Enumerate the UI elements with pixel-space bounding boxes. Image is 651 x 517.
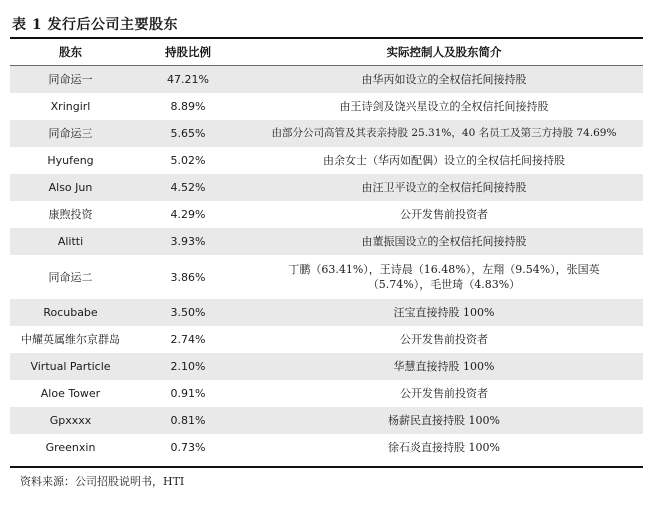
holder-name: 同命运一 — [10, 66, 131, 94]
controller-desc: 由董振国设立的全权信托间接持股 — [245, 228, 643, 255]
controller-desc: 徐石炎直接持股 100% — [388, 441, 500, 454]
col-header-holder: 股东 — [10, 39, 131, 66]
table-row — [10, 66, 643, 94]
holder-name: 同命运二 — [48, 270, 93, 284]
controller-desc: 由部分公司高管及其表亲持股 25.31%，40 名员工及第三方持股 74.69% — [245, 120, 643, 147]
holding-ratio: 2.74% — [170, 333, 206, 346]
holder-name: 同命运三 — [10, 120, 131, 147]
table-row — [10, 407, 643, 434]
holding-ratio: 5.65% — [131, 120, 245, 147]
col-header-controller: 实际控制人及股东简介 — [245, 39, 643, 66]
controller-desc: 公开发售前投资者 — [400, 208, 488, 221]
table-row — [10, 93, 643, 120]
controller-desc: 由余女士（华丙如配偶）设立的全权信托间接持股 — [323, 154, 565, 167]
holder-name: Hyufeng — [47, 154, 94, 167]
controller-desc-line-1: 丁鹏（63.41%），王诗晨（16.48%），左翔（9.54%），张国英 — [288, 263, 600, 276]
holder-name: Greenxin — [45, 441, 96, 454]
table-row — [10, 228, 643, 255]
controller-desc: 汪宝直接持股 100% — [245, 299, 643, 326]
table-row — [10, 255, 643, 299]
holder-name: Virtual Particle — [10, 353, 131, 380]
holding-ratio: 8.89% — [170, 100, 206, 113]
holder-name: Also Jun — [10, 174, 131, 201]
controller-desc: 杨薪民直接持股 100% — [245, 407, 643, 434]
table-title: 表 1 发行后公司主要股东 — [12, 17, 178, 33]
controller-desc: 由汪卫平设立的全权信托间接持股 — [245, 174, 643, 201]
holding-ratio: 3.86% — [170, 270, 206, 284]
holding-ratio: 0.91% — [170, 387, 206, 400]
table-row — [10, 147, 643, 174]
controller-desc: 公开发售前投资者 — [400, 333, 488, 346]
holding-ratio: 4.29% — [170, 208, 206, 221]
table-row — [10, 380, 643, 407]
source-note: 资料来源：公司招股说明书，HTI — [20, 475, 185, 488]
controller-desc-line-2: （5.74%），毛世琦（4.83%） — [367, 278, 521, 291]
holder-name: Alitti — [10, 228, 131, 255]
controller-desc — [245, 255, 643, 299]
table-row — [10, 174, 643, 201]
col-header-ratio: 持股比例 — [131, 39, 245, 66]
controller-desc: 由华丙如设立的全权信托间接持股 — [245, 66, 643, 94]
table-row — [10, 326, 643, 353]
table-row — [10, 353, 643, 380]
holder-name: Rocubabe — [10, 299, 131, 326]
controller-desc: 公开发售前投资者 — [400, 387, 488, 400]
holder-name: Xringirl — [50, 100, 91, 113]
holder-name: 中耀英属维尔京群岛 — [21, 333, 120, 346]
holding-ratio: 5.02% — [170, 154, 206, 167]
holder-name: Aloe Tower — [40, 387, 101, 400]
table-row — [10, 299, 643, 326]
header-row — [10, 39, 643, 66]
holding-ratio: 0.73% — [170, 441, 206, 454]
bottom-rule — [10, 466, 643, 468]
table-row — [10, 201, 643, 228]
holding-ratio: 47.21% — [131, 66, 245, 94]
controller-desc: 由王诗剑及饶兴星设立的全权信托间接持股 — [339, 100, 549, 113]
holding-ratio: 2.10% — [131, 353, 245, 380]
table-row — [10, 120, 643, 147]
holder-name: 康煦投资 — [48, 208, 93, 221]
holding-ratio: 0.81% — [131, 407, 245, 434]
holder-name: Gpxxxx — [10, 407, 131, 434]
controller-desc: 华慧直接持股 100% — [245, 353, 643, 380]
shareholder-table — [10, 39, 643, 461]
holding-ratio: 3.50% — [131, 299, 245, 326]
holding-ratio: 4.52% — [131, 174, 245, 201]
table-row — [10, 434, 643, 461]
holding-ratio: 3.93% — [131, 228, 245, 255]
